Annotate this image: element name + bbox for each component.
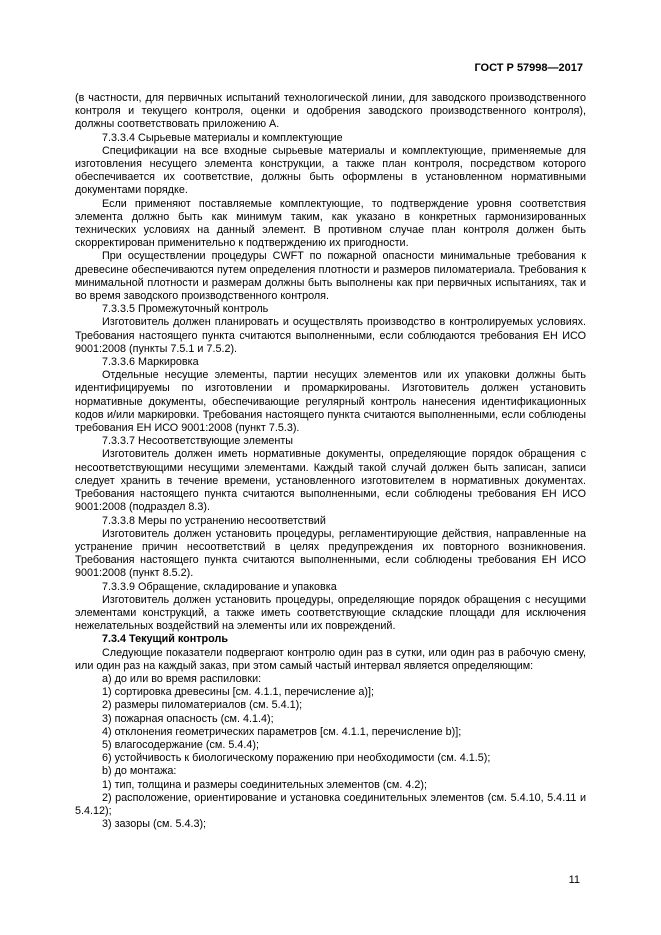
paragraph: Изготовитель должен установить процедуры, определяющие порядок обращения с несущими элементами конструкций, а также иметь соответствующие складские площади для исключения нежелательных воздействий на элементы или их повреждений. (75, 593, 586, 633)
paragraph: 7.3.4 Текущий контроль (102, 633, 228, 646)
paragraph: 7.3.3.5 Промежуточный контроль (102, 303, 269, 316)
paragraph: Если применяют поставляемые комплектующие, то подтверждение уровня соответствия элемента должно быть как минимум таким, как указано в конкретных гармонизированных технических условиях на данный элемент. В противном случае план контроля должен быть скорректирован применительно к подтверждению их пригодности. (75, 197, 586, 250)
paragraph: (в частности, для первичных испытаний технологической линии, для заводского производственного контроля и текущего контроля, оценки и одобрения заводского производственного контроля), должны соответствовать приложению А. (75, 92, 586, 131)
paragraph: 5) влагосодержание (см. 5.4.4); (102, 738, 259, 751)
paragraph: 7.3.3.4 Сырьевые материалы и комплектующие (102, 131, 343, 144)
paragraph: 1) тип, толщина и размеры соединительных элементов (см. 4.2); (102, 778, 427, 791)
paragraph: 3) зазоры (см. 5.4.3); (102, 818, 207, 831)
paragraph: 2) размеры пиломатериалов (см. 5.4.1); (102, 699, 303, 712)
paragraph: Изготовитель должен планировать и осуществлять производство в контролируемых условиях. Требования настоящего пункта считаются выполненными, если соблюдаются требования ЕН ИСО 9001:2008 (пункты 7.5.1 и 7.5.2). (75, 316, 586, 355)
paragraph: b) до монтажа: (102, 765, 177, 778)
paragraph: Изготовитель должен установить процедуры, регламентирующие действия, направленные на устранение причин несоответствий в целях предупреждения их повторного возникновения. Требования настоящего пункта считаются выполненными, если соблюдены требования ЕН ИСО 9001:2008 (пункт 8.5.2). (75, 527, 586, 580)
paragraph: Отдельные несущие элементы, партии несущих элементов или их упаковки должны быть идентифицируемы по изготовлении и промаркированы. Изготовитель должен установить нормативные документы, обеспечивающие регулярный контроль нанесения идентификационных кодов и/или маркировки. Требования настоящего пункта считаются выполненными, если соблюдены требования ЕН ИСО 9001:2008 (пункт 7.5.3). (75, 369, 586, 435)
paragraph: Следующие показатели подвергают контролю один раз в сутки, или один раз в рабочую смену, или один раз на каждый заказ, при этом самый частый интервал является определяющим: (75, 646, 586, 672)
paragraph: 7.3.3.9 Обращение, складирование и упаковка (102, 580, 337, 593)
paragraph: 3) пожарная опасность (см. 4.1.4); (102, 712, 274, 725)
paragraph: 2) расположение, ориентирование и установка соединительных элементов (см. 5.4.10, 5.4.11 и 5.4.12); (75, 791, 586, 817)
document-body (75, 92, 586, 831)
paragraph: 1) сортировка древесины [см. 4.1.1, перечисление а)]; (102, 686, 374, 699)
document-code-header: ГОСТ Р 57998—2017 (474, 62, 583, 74)
paragraph: Спецификации на все входные сырьевые материалы и комплектующие, применяемые для изготовления несущего элемента конструкции, а также план контроля, посредством которого обеспечивается их соответствие, должны быть оформлены в установленном нормативными документами порядке. (75, 144, 586, 197)
paragraph: 6) устойчивость к биологическому поражению при необходимости (см. 4.1.5); (102, 752, 491, 765)
paragraph: При осуществлении процедуры CWFT по пожарной опасности минимальные требования к древесине обеспечиваются путем определения плотности и размеров пиломатериала. Требования к минимальной плотности и размерам должны быть выполнены как при первичных испытаниях, так и во время заводского производственного контроля. (75, 250, 586, 303)
paragraph: 7.3.3.8 Меры по устранению несоответствий (102, 514, 326, 527)
paragraph: 7.3.3.7 Несоответствующие элементы (102, 435, 294, 448)
paragraph: Изготовитель должен иметь нормативные документы, определяющие порядок обращения с несоответствующими несущими элементами. Каждый такой случай должен быть записан, записи следует хранить в течение времени, установленного изготовителем в нормативных документах. Требования настоящего пункта считаются выполненными, если соблюдены требования ЕН ИСО 9001:2008 (подраздел 8.3). (75, 448, 586, 514)
paragraph: а) до или во время распиловки: (102, 672, 262, 685)
paragraph: 7.3.3.6 Маркировка (102, 356, 199, 369)
page-number: 11 (568, 874, 580, 886)
paragraph: 4) отклонения геометрических параметров [см. 4.1.1, перечисление b)]; (102, 725, 462, 738)
